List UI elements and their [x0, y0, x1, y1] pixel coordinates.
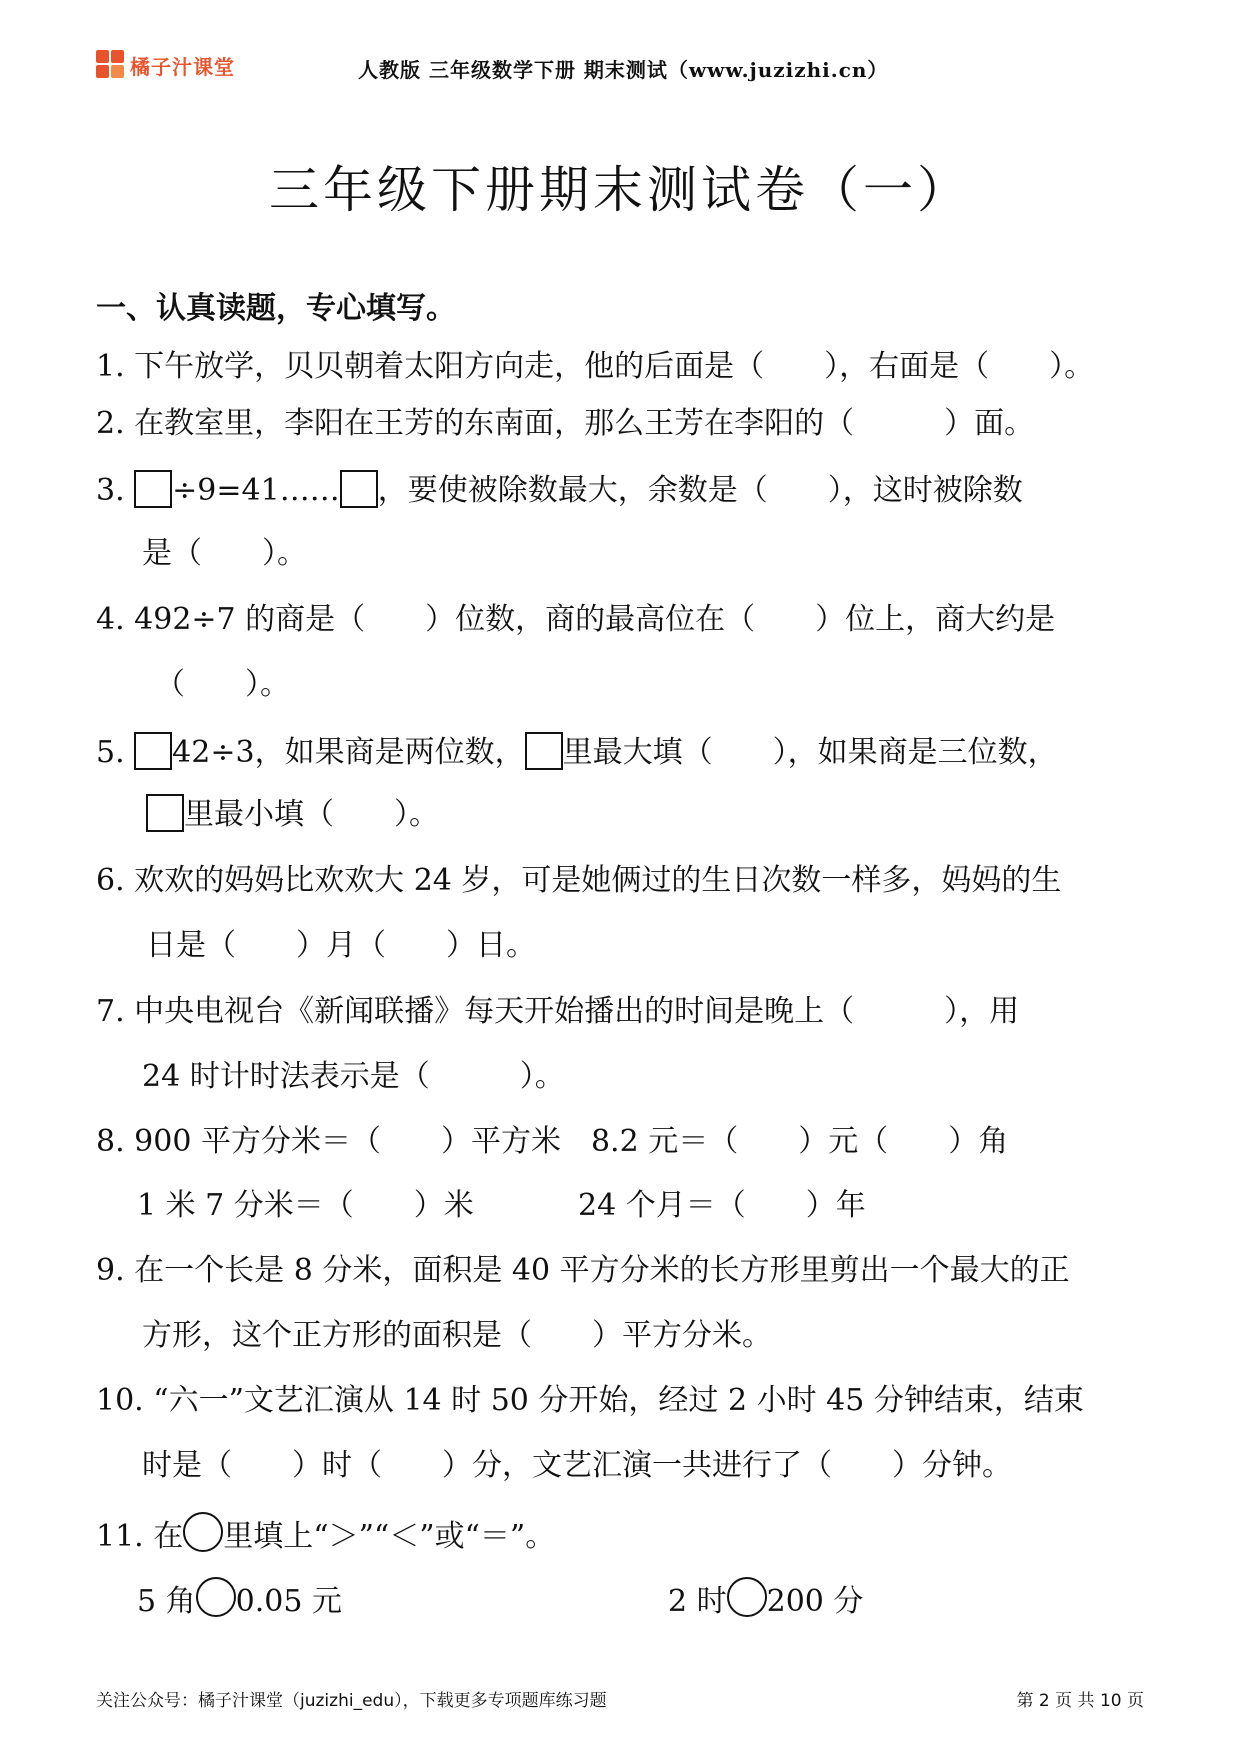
question-11-left	[137, 1577, 342, 1622]
answer-box[interactable]	[146, 794, 184, 832]
logo	[96, 50, 235, 80]
question-11-pre: 11. 在	[96, 1519, 184, 1554]
question-5-part-b: 里最大填（ ），如果商是三位数，	[562, 735, 1058, 770]
page-number: 第 2 页 共 10 页	[1016, 1691, 1144, 1711]
question-11-left-a: 5 角	[137, 1584, 196, 1619]
question-11-post: 里填上“＞”“＜”或“＝”。	[223, 1519, 556, 1554]
compare-circle[interactable]	[183, 1512, 223, 1552]
question-9: 9. 在一个长是 8 分米，面积是 40 平方分米的长方形里剪出一个最大的正	[96, 1253, 1070, 1288]
question-3-mid: ÷9=41……	[172, 473, 340, 508]
page-title: 三年级下册期末测试卷（一）	[269, 161, 971, 219]
question-3-number: 3.	[96, 473, 125, 508]
question-9-line2: 方形，这个正方形的面积是（ ）平方分米。	[142, 1318, 772, 1353]
question-7-line2: 24 时计时法表示是（ ）。	[142, 1059, 565, 1094]
question-4-line2: （ ）。	[155, 667, 290, 702]
question-8-line2a: 1 米 7 分米＝（ ）米	[137, 1188, 474, 1223]
question-5-number: 5.	[96, 735, 125, 770]
question-8: 8. 900 平方分米＝（ ）平方米 8.2 元＝（ ）元（ ）角	[96, 1124, 1009, 1159]
header-title: 人教版 三年级数学下册 期末测试（www.juzizhi.cn）	[358, 58, 889, 82]
question-11-right-a: 2 时	[668, 1584, 727, 1619]
question-5-line2-text: 里最小填（ ）。	[184, 797, 439, 832]
answer-box[interactable]	[525, 732, 563, 770]
question-5	[96, 732, 1058, 773]
question-11-right-b: 200 分	[766, 1584, 864, 1619]
question-6-line2: 日是（ ）月（ ）日。	[146, 928, 536, 963]
answer-box[interactable]	[134, 470, 172, 508]
question-3-line2: 是（ ）。	[142, 536, 307, 571]
question-11-left-b: 0.05 元	[235, 1584, 342, 1619]
question-10-line2: 时是（ ）时（ ）分，文艺汇演一共进行了（ ）分钟。	[142, 1448, 1012, 1483]
question-5-line2	[146, 794, 439, 835]
compare-circle[interactable]	[196, 1577, 236, 1617]
question-4: 4. 492÷7 的商是（ ）位数，商的最高位在（ ）位上，商大约是	[96, 602, 1056, 637]
question-11-right	[668, 1577, 863, 1622]
page-header	[96, 44, 1144, 84]
question-3-tail: ，要使被除数最大，余数是（ ），这时被除数	[377, 473, 1023, 508]
question-5-part-a: 42÷3，如果商是两位数，	[172, 735, 525, 770]
question-3	[96, 470, 1023, 511]
question-6: 6. 欢欢的妈妈比欢欢大 24 岁，可是她俩过的生日次数一样多，妈妈的生	[96, 863, 1062, 898]
section-title: 一、认真读题，专心填写。	[96, 291, 456, 326]
question-1: 1. 下午放学，贝贝朝着太阳方向走，他的后面是（ ），右面是（ ）。	[96, 349, 1095, 384]
footer-note: 关注公众号：橘子汁课堂（juzizhi_edu），下载更多专项题库练习题	[96, 1691, 607, 1711]
answer-box[interactable]	[340, 470, 378, 508]
question-2: 2. 在教室里，李阳在王芳的东南面，那么王芳在李阳的（ ）面。	[96, 406, 1035, 441]
logo-icon	[96, 50, 126, 80]
question-10: 10. “六一”文艺汇演从 14 时 50 分开始，经过 2 小时 45 分钟结束，结束	[96, 1383, 1084, 1418]
question-7: 7. 中央电视台《新闻联播》每天开始播出的时间是晚上（ ），用	[96, 994, 1020, 1029]
logo-text: 橘子汁课堂	[130, 54, 235, 79]
question-11	[96, 1512, 555, 1557]
question-8-line2b: 24 个月＝（ ）年	[578, 1188, 866, 1223]
compare-circle[interactable]	[727, 1577, 767, 1617]
answer-box[interactable]	[134, 732, 172, 770]
